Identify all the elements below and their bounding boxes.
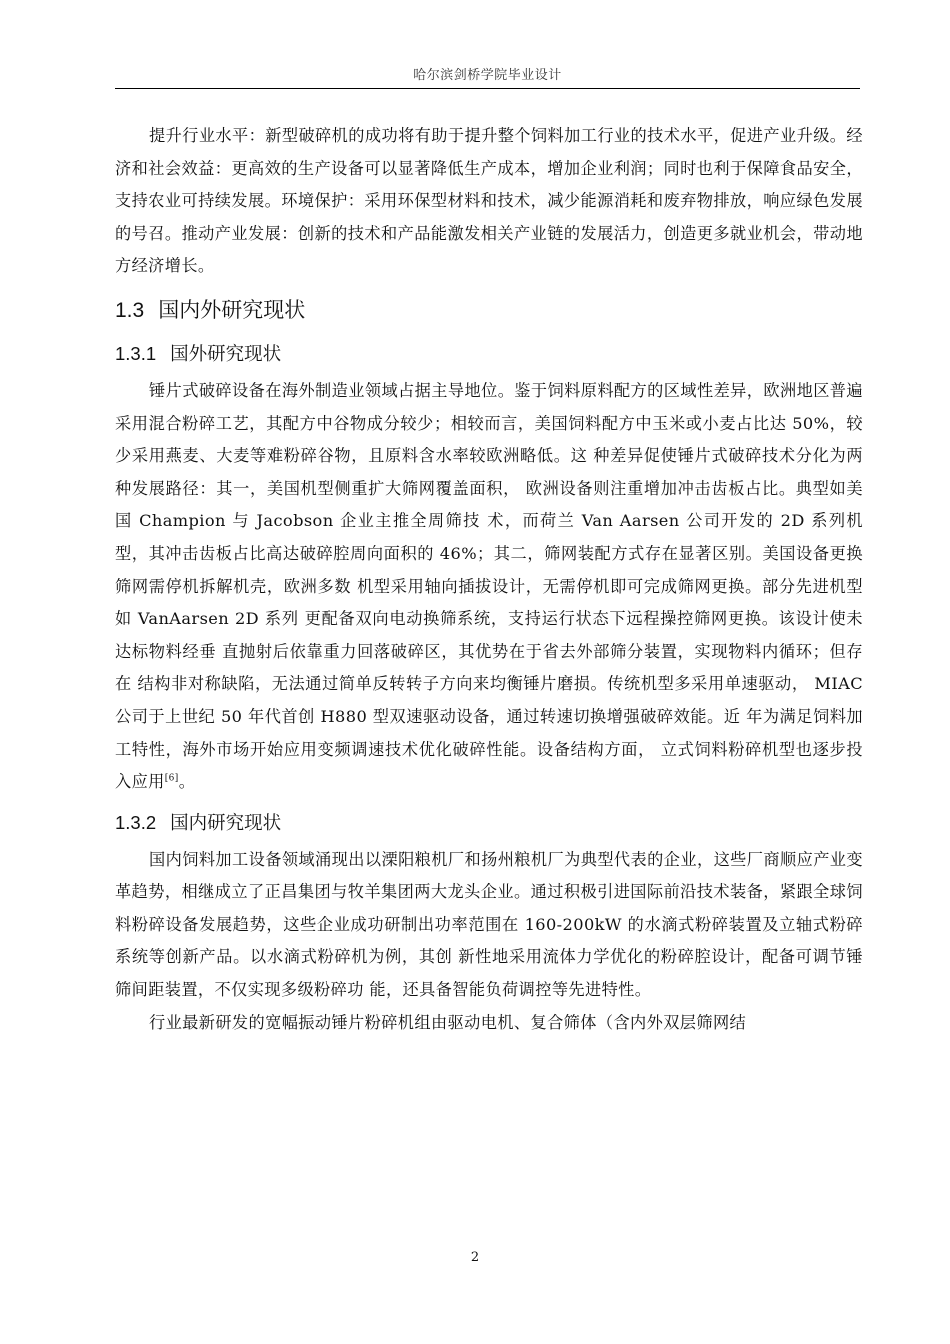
document-body — [115, 120, 863, 1039]
subsection-heading-1-3-1 — [115, 336, 863, 373]
section-number: 1.3 — [115, 298, 145, 322]
section-heading-1-3 — [115, 291, 863, 330]
citation-reference: [6] — [164, 773, 179, 784]
paragraph-foreign-research — [115, 375, 863, 799]
paragraph-latest-development: 行业最新研发的宽幅振动锤片粉碎机组由驱动电机、复合筛体（含内外双层筛网结 — [149, 1012, 747, 1032]
paragraph-text: 锤片式破碎设备在海外制造业领域占据主导地位。鉴于饲料原料配方的区域性差异，欧洲地区普遍采用混合粉碎工艺，其配方中谷物成分较少；相较而言，美国饲料配方中玉米或小麦占比达 50%，较少采用燕麦、大麦等难粉碎谷物，且原料含水率较欧洲略低。这 种差异促使锤片式破碎技术分化为两种发展路径：其一，美国机型侧重扩大筛网覆盖面积， 欧洲设备则注重增加冲击齿板占比。典型如美国 Champion 与 Jacobson 企业主推全周筛技 术，而荷兰 Van Aarsen 公司开发的 2D 系列机型，其冲击齿板占比高达破碎腔周向面积的 46%；其二，筛网装配方式存在显著区别。美国设备更换筛网需停机拆解机壳，欧洲多数 机型采用轴向插拔设计，无需停机即可完成筛网更换。部分先进机型如 VanAarsen 2D 系列 更配备双向电动换筛系统，支持运行状态下远程操控筛网更换。该设计使未达标物料经垂 直抛射后依靠重力回落破碎区，其优势在于省去外部筛分装置，实现物料内循环；但存在 结构非对称缺陷，无法通过简单反转转子方向来均衡锤片磨损。传统机型多采用单速驱动， MIAC 公司于上世纪 50 年代首创 H880 型双速驱动设备，通过转速切换增强破碎效能。近 年为满足饲料加工特性，海外市场开始应用变频调速技术优化破碎性能。设备结构方面， 立式饲料粉碎机型也逐步投入应用 — [115, 380, 863, 792]
paragraph-domestic-research: 国内饲料加工设备领域涌现出以溧阳粮机厂和扬州粮机厂为典型代表的企业，这些厂商顺应产业变革趋势，相继成立了正昌集团与牧羊集团两大龙头企业。通过积极引进国际前沿技术装备，紧跟全球饲料粉碎设备发展趋势，这些企业成功研制出功率范围在 160-200kW 的水滴式粉碎装置及立轴式粉碎系统等创新产品。以水滴式粉碎机为例，其创 新性地采用流体力学优化的粉碎腔设计，配备可调节锤筛间距装置，不仅实现多级粉碎功 能，还具备智能负荷调控等先进特性。 — [115, 849, 863, 1000]
section-title: 国内外研究现状 — [158, 297, 306, 322]
paragraph-significance: 提升行业水平：新型破碎机的成功将有助于提升整个饲料加工行业的技术水平，促进产业升级。经济和社会效益：更高效的生产设备可以显著降低生产成本，增加企业利润；同时也利于保障食品安全，支持农业可持续发展。环境保护：采用环保型材料和技术，减少能源消耗和废弃物排放，响应绿色发展的号召。推动产业发展：创新的技术和产品能激发相关产业链的发展活力，创造更多就业机会，带动地方经济增长。 — [115, 126, 863, 276]
header-divider — [115, 88, 860, 89]
page-number: 2 — [470, 1250, 480, 1265]
page-header: 哈尔滨剑桥学院毕业设计 — [413, 68, 562, 83]
subsection-heading-1-3-2 — [115, 805, 863, 842]
subsection-title: 国内研究现状 — [170, 812, 282, 834]
paragraph-end: 。 — [178, 772, 196, 792]
subsection-number: 1.3.2 — [115, 811, 157, 833]
subsection-title: 国外研究现状 — [170, 343, 282, 365]
subsection-number: 1.3.1 — [115, 342, 157, 364]
